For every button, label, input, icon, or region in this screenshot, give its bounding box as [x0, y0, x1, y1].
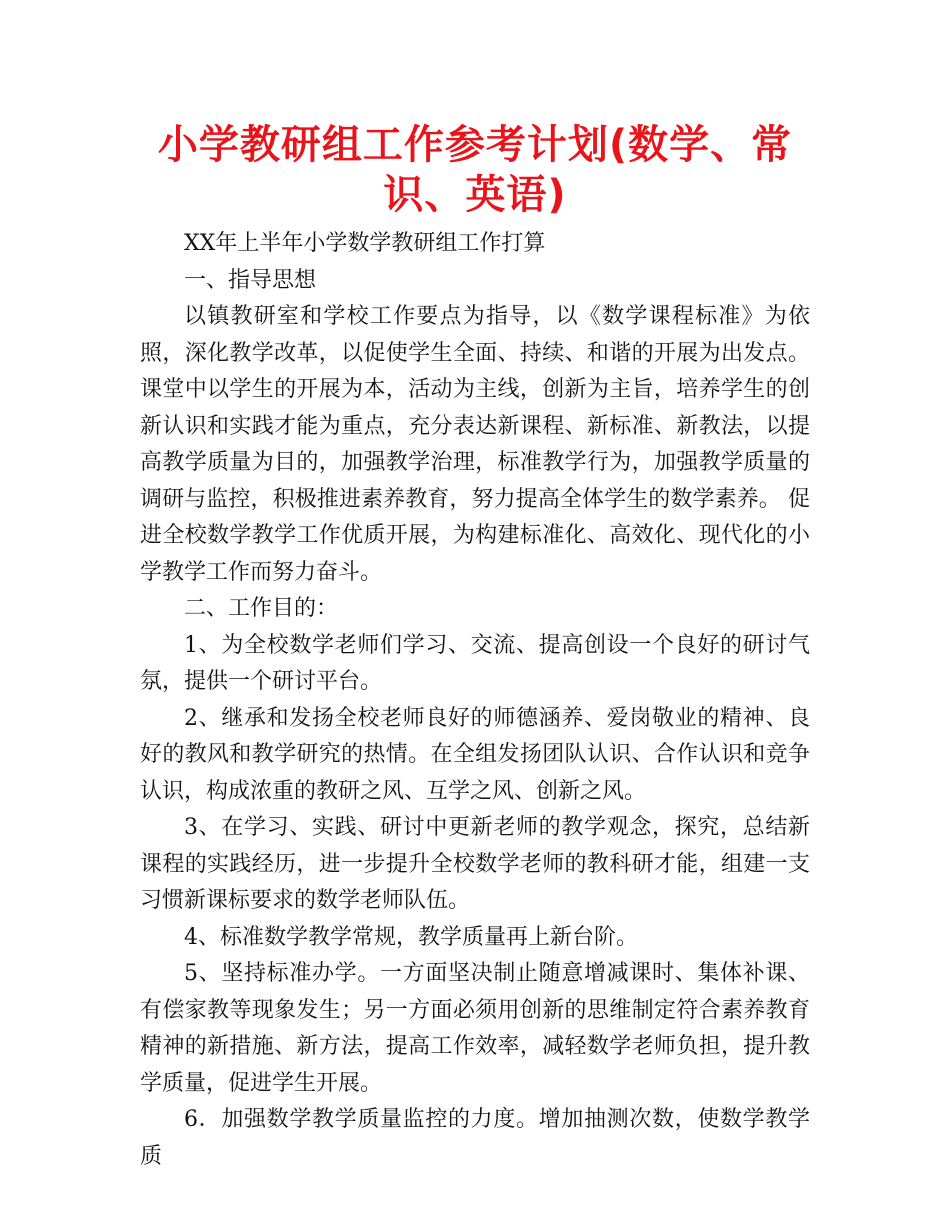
goal-item-3: 3、在学习、实践、研讨中更新老师的教学观念，探究，总结新课程的实践经历，进一步提升全校数学老师的教科研才能，组建一支习惯新课标要求的数学老师队伍。	[140, 815, 810, 913]
section-heading-guiding-ideology: 一、指导思想	[184, 267, 317, 293]
document-page	[140, 120, 810, 1175]
paragraph-guiding-ideology: 以镇教研室和学校工作要点为指导，以《数学课程标准》为依照，深化教学改革，以促使学生全面、持续、和谐的开展为出发点。课堂中以学生的开展为本，活动为主线，创新为主旨，培养学生的创新认识和实践才能为重点，充分表达新课程、新标准、新教法，以提高教学质量为目的，加强教学治理，标准教学行为，加强教学质量的调研与监控，积极推进素养教育，努力提高全体学生的数学素养。 促进全校数学教学工作优质开展，为构建标准化、高效化、现代化的小学教学工作而努力奋斗。	[140, 304, 810, 585]
document-title: 小学教研组工作参考计划(数学、常识、英语)	[157, 122, 793, 218]
goal-item-6: 6．加强数学教学质量监控的力度。增加抽测次数，使数学教学质	[140, 1107, 810, 1169]
goal-item-5: 5、坚持标准办学。一方面坚决制止随意增减课时、集体补课、有偿家教等现象发生；另一方面必须用创新的思维制定符合素养教育精神的新措施、新方法，提高工作效率，减轻数学老师负担，提升教学质量，促进学生开展。	[140, 961, 810, 1096]
goal-item-4: 4、标准数学教学常规，教学质量再上新台阶。	[184, 924, 638, 950]
document-body	[140, 226, 810, 1175]
plan-heading: XX年上半年小学数学教研组工作打算	[184, 231, 546, 256]
section-heading-work-goals: 二、工作目的：	[184, 596, 339, 621]
goal-item-1: 1、为全校数学老师们学习、交流、提高创设一个良好的研讨气氛，提供一个研讨平台。	[140, 632, 810, 694]
goal-item-2: 2、继承和发扬全校老师良好的师德涵养、爱岗敬业的精神、良好的教风和教学研究的热情。在全组发扬团队认识、合作认识和竞争认识，构成浓重的教研之风、互学之风、创新之风。	[140, 705, 810, 804]
